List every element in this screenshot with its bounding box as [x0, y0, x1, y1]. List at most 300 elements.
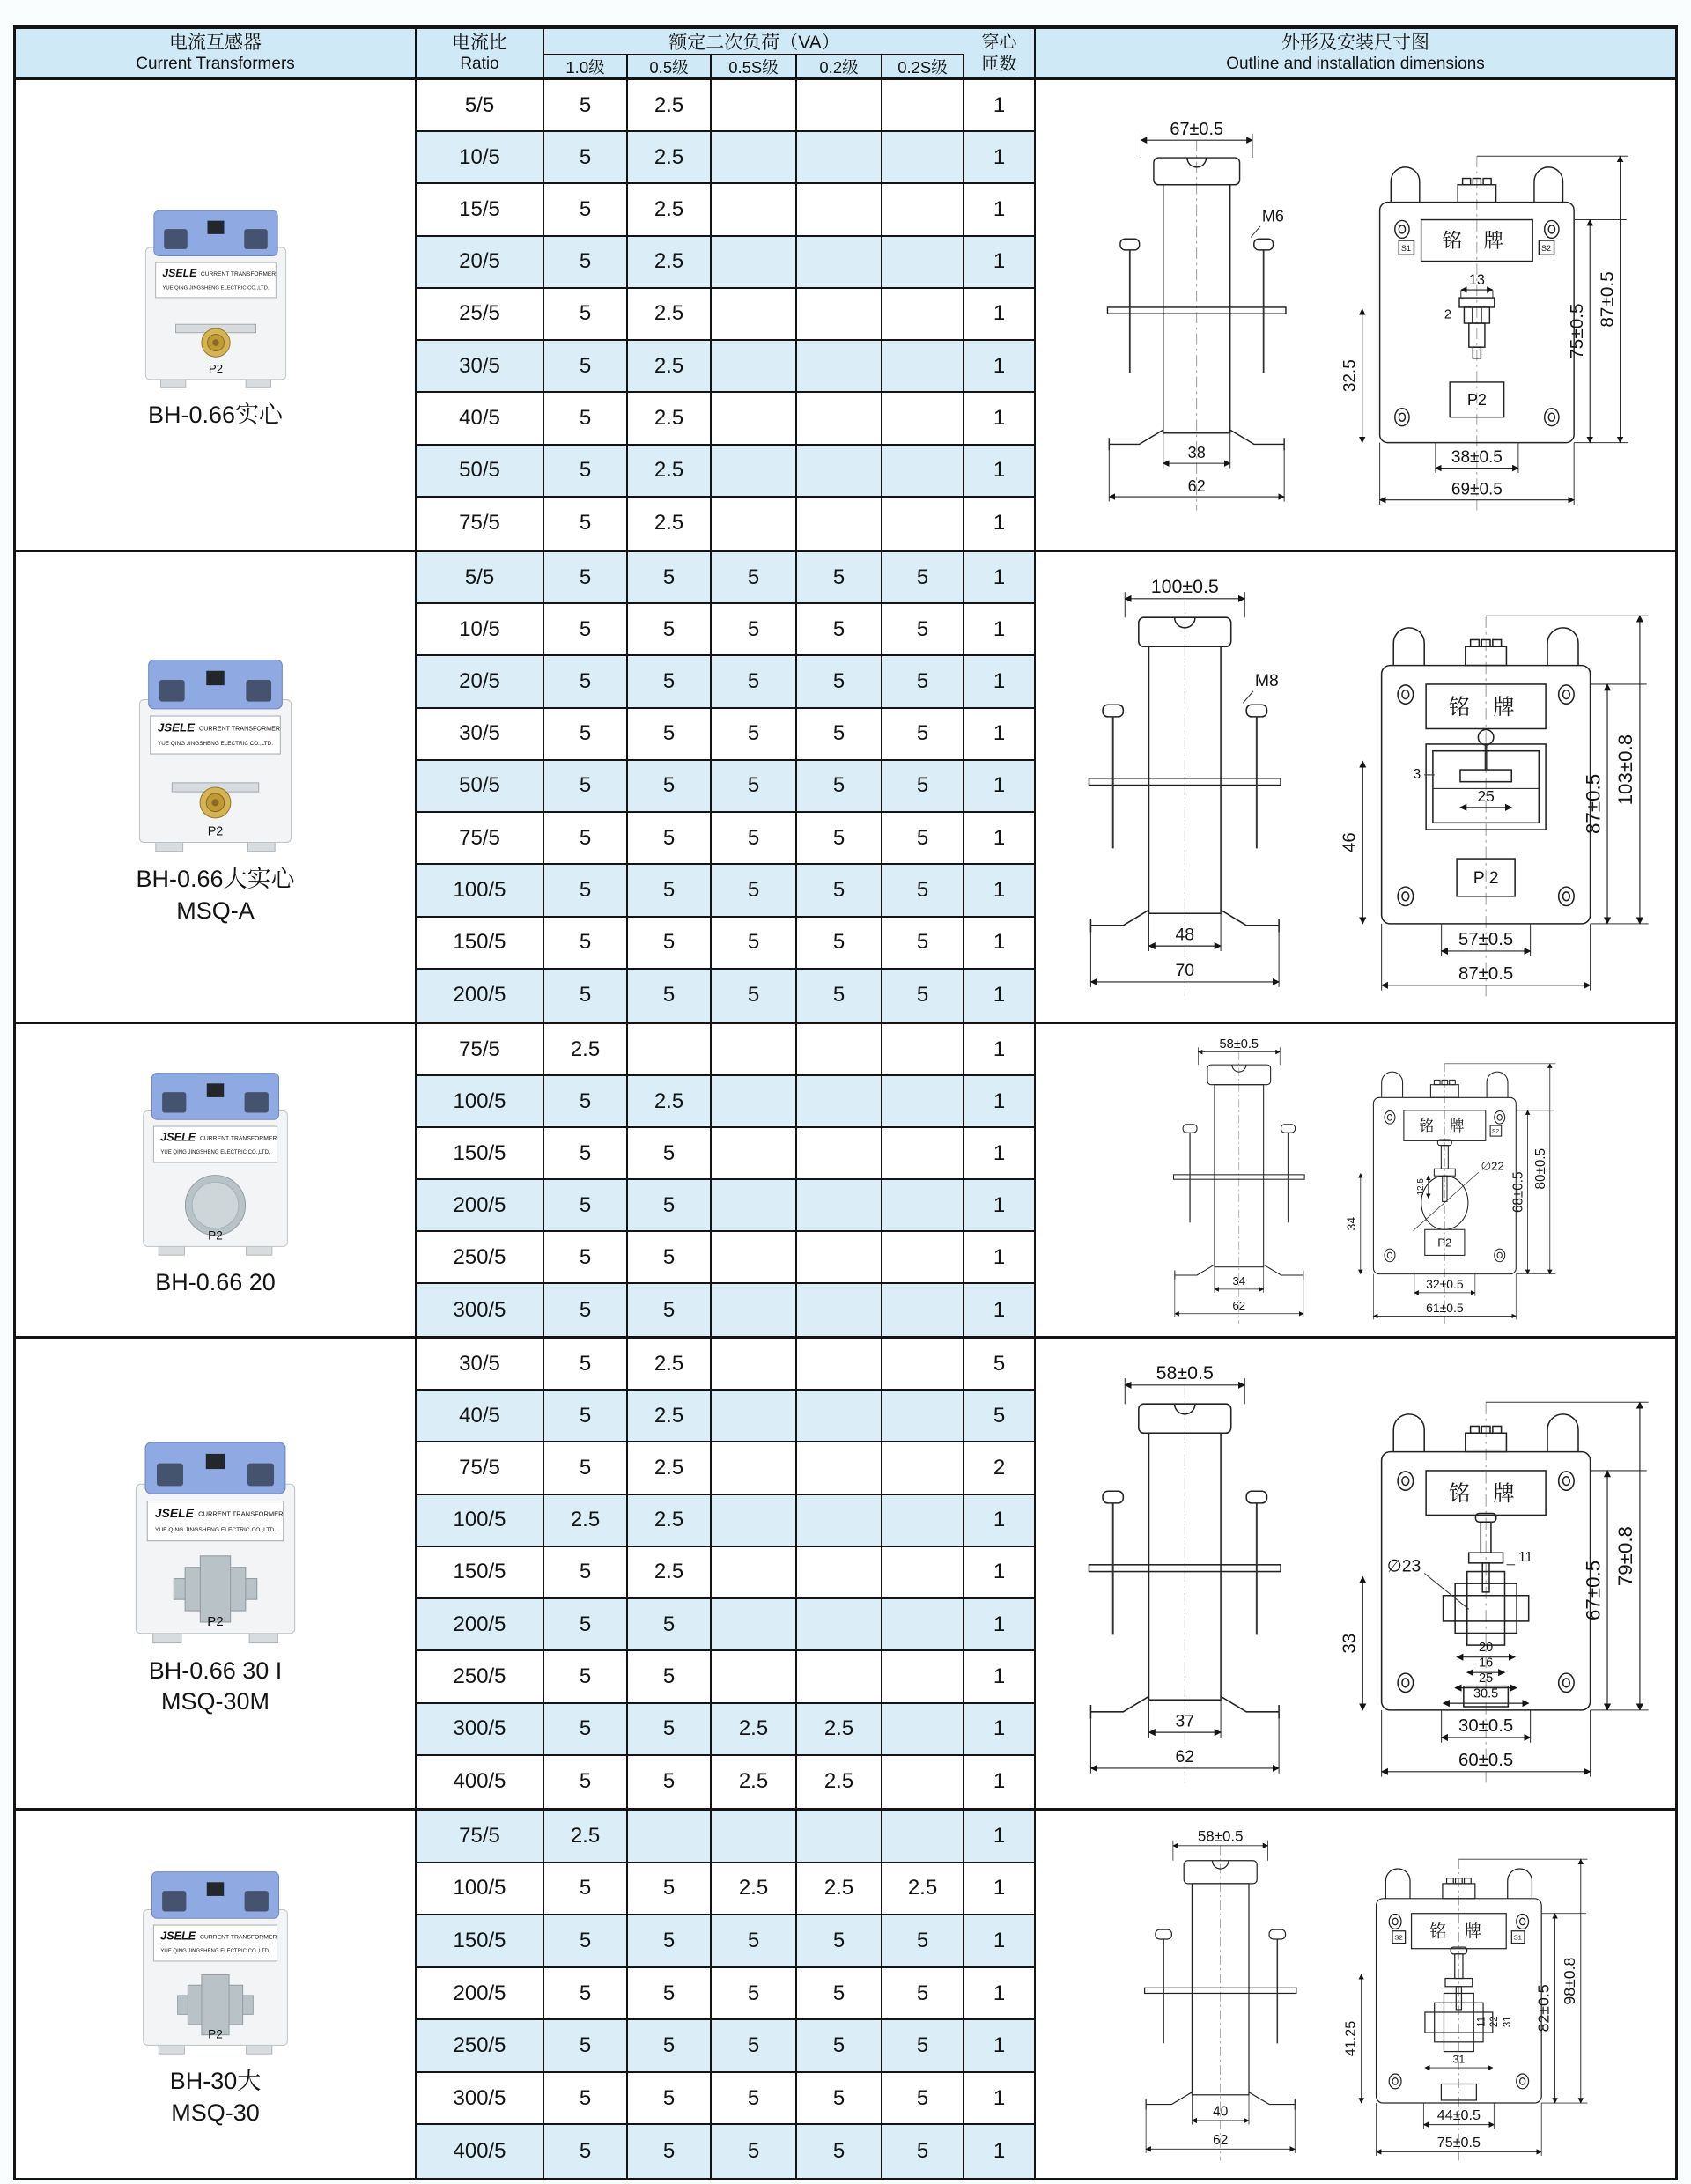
header-product-column [16, 29, 417, 77]
ratio-cell: 75/5 [417, 813, 544, 865]
ratio-cell: 250/5 [417, 1232, 544, 1284]
shaft-width-label: 11 [1517, 1549, 1532, 1565]
dim-label: 32±0.5 [1425, 1276, 1464, 1291]
front-terminal-tooth [1492, 639, 1501, 646]
dimension-diagram [1140, 1029, 1572, 1332]
product-model-line: BH-30大 [169, 2068, 262, 2095]
load-0.2-cell: 5 [797, 813, 882, 865]
dim-label: 68±0.5 [1510, 1170, 1526, 1213]
load-1.0-cell: 5 [544, 1284, 628, 1336]
mount-hole [1398, 887, 1413, 905]
dim-label: 61±0.5 [1425, 1300, 1464, 1315]
load-0.5-cell: 5 [628, 1915, 712, 1968]
ratio-cell: 100/5 [417, 1863, 544, 1916]
product-section [16, 80, 1675, 552]
ratio-cell: 40/5 [417, 1391, 544, 1442]
spec-row [417, 1284, 1036, 1336]
p2-marking: P2 [208, 2028, 223, 2042]
ratio-cell: 150/5 [417, 1915, 544, 1968]
load-0.2S-cell [882, 1756, 964, 1808]
spec-row [417, 552, 1036, 604]
load-0.2S-cell [882, 1284, 964, 1336]
mount-hole [1494, 1249, 1504, 1262]
load-1.0-cell: 5 [544, 1339, 628, 1391]
load-0.5S-cell [712, 1442, 797, 1494]
dimension-diagram [1105, 1819, 1606, 2171]
ratio-cell: 200/5 [417, 1180, 544, 1232]
cap-screw [206, 671, 225, 685]
mount-hole [1392, 1918, 1398, 1925]
cap-notch [245, 1891, 269, 1911]
spec-row [417, 1442, 1036, 1494]
turns-cell: 1 [964, 1756, 1036, 1808]
load-1.0-cell: 5 [544, 1180, 628, 1232]
load-0.2S-cell [882, 1076, 964, 1128]
dim-label: 34 [1343, 1216, 1358, 1230]
turns-cell: 1 [964, 1180, 1036, 1232]
front-bump [1391, 166, 1420, 202]
load-0.2-cell: 2.5 [797, 1756, 882, 1808]
ratio-cell: 10/5 [417, 132, 544, 184]
product-model-label [148, 400, 283, 431]
turns-cell: 1 [964, 1968, 1036, 2021]
mount-hole [1544, 408, 1558, 425]
load-0.5-cell: 5 [628, 2020, 712, 2073]
mount-hole [1398, 1673, 1413, 1692]
front-bump [1547, 1414, 1578, 1452]
brand-logo-text: JSELE [157, 720, 196, 734]
load-0.2-cell: 5 [797, 1968, 882, 2021]
turns-cell: 1 [964, 393, 1036, 445]
load-1.0-cell: 5 [544, 132, 628, 184]
load-0.2-cell [797, 80, 882, 132]
load-1.0-cell: 5 [544, 1599, 628, 1651]
dim-label: 58±0.5 [1197, 1826, 1244, 1844]
load-0.5-cell: 5 [628, 813, 712, 865]
dim-label: 33 [1340, 1633, 1360, 1654]
product-model-line: MSQ-30 [171, 2099, 260, 2126]
load-0.2-cell [797, 393, 882, 445]
ratio-cell: 150/5 [417, 1547, 544, 1599]
turns-cell: 1 [964, 813, 1036, 865]
load-1.0-cell: 5 [544, 552, 628, 604]
turns-cell: 1 [964, 80, 1036, 132]
spec-row [417, 498, 1036, 550]
front-terminal-tooth [1446, 1878, 1453, 1883]
mount-hole [1558, 685, 1573, 704]
dim-label: 87±0.5 [1458, 964, 1513, 985]
load-0.2S-cell [882, 1180, 964, 1232]
mount-hole [1516, 1914, 1528, 1929]
header-load-classes [544, 55, 964, 78]
load-0.5-cell: 2.5 [628, 237, 712, 289]
turns-cell: 1 [964, 1024, 1036, 1076]
drawing-shape [1251, 225, 1260, 237]
ratio-cell: 20/5 [417, 656, 544, 708]
ratio-cell: 200/5 [417, 970, 544, 1022]
dim-label: 103±0.8 [1613, 734, 1636, 806]
turns-cell: 1 [964, 1863, 1036, 1916]
load-0.2-cell: 5 [797, 1915, 882, 1968]
ratio-cell: 75/5 [417, 1024, 544, 1076]
load-1.0-cell: 5 [544, 970, 628, 1022]
cap-notch [157, 1464, 183, 1487]
dim-label: 79±0.8 [1613, 1526, 1636, 1587]
ratio-cell: 250/5 [417, 1651, 544, 1703]
spec-row [417, 761, 1036, 813]
load-0.5S-cell [712, 132, 797, 184]
ratio-cell: 30/5 [417, 709, 544, 761]
turns-cell: 1 [964, 865, 1036, 917]
side-bolt-head [1246, 705, 1266, 717]
dim-label: 87±0.5 [1581, 773, 1604, 834]
turns-cell: 1 [964, 552, 1036, 604]
load-0.5-cell: 2.5 [628, 132, 712, 184]
load-0.5S-cell [712, 1339, 797, 1391]
load-0.5-cell: 5 [628, 865, 712, 917]
product-model-line: BH-0.66实心 [147, 401, 284, 428]
dim-label: 70 [1174, 961, 1194, 981]
side-bolt-head [1155, 1929, 1170, 1939]
dim-label: 37 [1174, 1711, 1194, 1731]
load-0.2S-cell [882, 446, 964, 498]
brand-logo-text: JSELE [160, 1132, 196, 1145]
ratio-cell: 75/5 [417, 1442, 544, 1494]
load-0.5-cell: 5 [628, 1756, 712, 1808]
load-0.2S-cell [882, 1651, 964, 1703]
p2-marking: P2 [207, 824, 224, 839]
ratio-cell: 15/5 [417, 184, 544, 236]
load-0.5-cell: 5 [628, 2073, 712, 2126]
load-0.5S-cell: 5 [712, 1968, 797, 2021]
ratio-cell: 30/5 [417, 1339, 544, 1391]
spec-row [417, 1128, 1036, 1180]
brand-line1-text: CURRENT TRANSFORMER [200, 271, 276, 278]
load-0.2S-cell: 5 [882, 2020, 964, 2073]
load-0.5-cell: 5 [628, 1968, 712, 2021]
cap-notch [159, 680, 185, 702]
load-0.2-cell: 5 [797, 918, 882, 970]
load-0.2S-cell: 5 [882, 2073, 964, 2126]
load-0.5-cell [628, 1024, 712, 1076]
load-0.5-cell: 5 [628, 2125, 712, 2178]
front-terminal-tooth [1434, 1080, 1440, 1084]
load-0.5S-cell: 5 [712, 656, 797, 708]
cap-screw [207, 1084, 224, 1098]
load-0.5S-cell: 2.5 [712, 1756, 797, 1808]
dimension-diagram [1039, 564, 1673, 1009]
dim-label: 38 [1187, 443, 1206, 461]
product-section [16, 1339, 1675, 1811]
hole-diameter-label: ∅22 [1480, 1159, 1504, 1173]
turns-cell: 1 [964, 1704, 1036, 1756]
load-0.5-cell: 2.5 [628, 1076, 712, 1128]
brand-logo-text: JSELE [154, 1505, 194, 1520]
stepped-hole [202, 1975, 229, 2035]
side-bolt-head [1103, 1491, 1123, 1503]
ratio-cell: 5/5 [417, 552, 544, 604]
load-0.5-cell: 2.5 [628, 184, 712, 236]
dim-label: 44±0.5 [1436, 2107, 1481, 2123]
p2-label: P2 [1436, 1235, 1451, 1249]
turns-cell: 1 [964, 184, 1036, 236]
load-0.2-cell [797, 1128, 882, 1180]
dimension-diagram [1039, 1351, 1673, 1796]
mount-hole [1401, 892, 1408, 901]
load-0.2-cell [797, 1599, 882, 1651]
side-bolt-head [1246, 1491, 1266, 1503]
load-1.0-cell: 5 [544, 1128, 628, 1180]
cap-screw [207, 221, 224, 234]
mount-hole [1562, 892, 1569, 901]
step-dim-label: 11 [1476, 2016, 1488, 2027]
cap-notch [162, 1891, 186, 1911]
ratio-cell: 50/5 [417, 761, 544, 813]
load-0.2S-cell [882, 498, 964, 550]
ratio-cell: 100/5 [417, 865, 544, 917]
load-0.5-cell: 5 [628, 1232, 712, 1284]
load-0.2S-cell: 5 [882, 656, 964, 708]
ratio-cell: 5/5 [417, 80, 544, 132]
dimension-diagram [1061, 108, 1650, 522]
brand-line1-text: CURRENT TRANSFORMER [198, 1509, 284, 1518]
load-0.2S-cell [882, 1391, 964, 1442]
load-0.5-cell: 2.5 [628, 1547, 712, 1599]
load-1.0-cell: 5 [544, 446, 628, 498]
dim-label: 41.25 [1342, 2020, 1359, 2056]
load-0.2S-cell: 5 [882, 709, 964, 761]
mount-hole [1558, 1472, 1573, 1490]
load-0.2-cell [797, 132, 882, 184]
terminal-tag-label: S1 [1513, 1933, 1522, 1942]
load-0.5S-cell [712, 1391, 797, 1442]
through-hole [192, 1183, 239, 1229]
spec-rows [417, 1024, 1036, 1336]
load-1.0-cell: 5 [544, 709, 628, 761]
table-header [16, 29, 1675, 80]
load-0.2-cell [797, 1232, 882, 1284]
load-0.5S-cell [712, 1651, 797, 1703]
side-foot [1146, 2092, 1192, 2109]
load-0.5-cell: 2.5 [628, 393, 712, 445]
load-1.0-cell: 5 [544, 237, 628, 289]
load-0.5-cell: 2.5 [628, 289, 712, 341]
load-0.5S-cell [712, 1128, 797, 1180]
dim-label: 67±0.5 [1169, 119, 1223, 139]
load-0.2-cell: 5 [797, 656, 882, 708]
product-photo [121, 1429, 310, 1649]
load-0.2S-cell: 2.5 [882, 1863, 964, 1916]
spec-rows [417, 1811, 1036, 2178]
dim-label: 82±0.5 [1534, 1983, 1553, 2032]
dim-label: 30.5 [1473, 1686, 1498, 1701]
spec-row [417, 2125, 1036, 2178]
load-0.2S-cell [882, 132, 964, 184]
mount-hole [1387, 1114, 1392, 1120]
load-0.2-cell: 5 [797, 709, 882, 761]
load-0.2-cell: 2.5 [797, 1704, 882, 1756]
ratio-cell: 75/5 [417, 498, 544, 550]
ratio-cell: 20/5 [417, 237, 544, 289]
ratio-cell: 75/5 [417, 1811, 544, 1863]
load-0.5S-cell: 5 [712, 2020, 797, 2073]
load-0.5S-cell [712, 341, 797, 393]
turns-cell: 1 [964, 604, 1036, 656]
spec-row [417, 865, 1036, 917]
cap-notch [164, 229, 188, 249]
mount-hole [1399, 413, 1405, 421]
ratio-cell: 40/5 [417, 393, 544, 445]
load-0.5S-cell [712, 1076, 797, 1128]
mount-hole [1558, 887, 1573, 905]
load-0.5-cell: 5 [628, 761, 712, 813]
front-terminal-tooth [1464, 1878, 1471, 1883]
load-1.0-cell: 5 [544, 1863, 628, 1916]
turns-cell: 1 [964, 289, 1036, 341]
dim-label: 20 [1478, 1640, 1493, 1655]
p2-marking: P2 [208, 362, 223, 376]
side-bolt-head [1103, 705, 1123, 717]
side-foot [1221, 1696, 1279, 1718]
spec-row [417, 1915, 1036, 1968]
load-1.0-cell: 5 [544, 1968, 628, 2021]
product-model-line: MSQ-30M [160, 1688, 270, 1715]
load-0.2S-cell [882, 1339, 964, 1391]
brand-line1-text: CURRENT TRANSFORMER [199, 1935, 277, 1942]
load-0.2S-cell: 5 [882, 1915, 964, 1968]
turns-cell: 1 [964, 1128, 1036, 1180]
load-0.2S-cell: 5 [882, 865, 964, 917]
mount-hole [1394, 220, 1408, 238]
dim-label: 12.5 [1415, 1177, 1426, 1195]
side-foot [1221, 910, 1279, 932]
side-bolt-head [1281, 1124, 1295, 1132]
mount-hole [1562, 690, 1569, 699]
mount-hole [1401, 690, 1408, 699]
load-0.5S-cell [712, 1811, 797, 1863]
plate-thickness-label: 2 [1444, 307, 1451, 322]
load-0.5S-cell: 5 [712, 604, 797, 656]
product-cell [16, 1339, 417, 1808]
load-0.5S-cell: 5 [712, 2125, 797, 2178]
load-0.2S-cell: 5 [882, 761, 964, 813]
drawing-shape [1243, 691, 1253, 704]
spec-row [417, 604, 1036, 656]
spec-row [417, 1756, 1036, 1808]
load-0.5-cell: 5 [628, 1128, 712, 1180]
header-class-0.2: 0.2级 [797, 55, 882, 78]
turns-cell: 1 [964, 709, 1036, 761]
load-0.2-cell [797, 1284, 882, 1336]
cap-notch [244, 229, 268, 249]
ratio-cell: 400/5 [417, 1756, 544, 1808]
side-foot [1263, 1265, 1303, 1280]
side-bolt-head [1253, 239, 1273, 250]
load-0.5-cell: 5 [628, 970, 712, 1022]
brand-line2-text: YUE QING JINGSHENG ELECTRIC CO.,LTD. [161, 285, 270, 291]
dim-label: 25 [1476, 787, 1495, 806]
outline-diagram-cell [1036, 1339, 1675, 1808]
load-0.2S-cell [882, 1128, 964, 1180]
load-0.5S-cell [712, 184, 797, 236]
front-bump [1533, 166, 1562, 202]
brand-line2-text: YUE QING JINGSHENG ELECTRIC CO.,LTD. [157, 741, 274, 748]
load-1.0-cell: 5 [544, 1232, 628, 1284]
header-product-en: Current Transformers [136, 55, 295, 74]
load-0.2S-cell [882, 1495, 964, 1547]
mount-hole [1562, 1477, 1569, 1486]
load-1.0-cell: 5 [544, 2020, 628, 2073]
load-1.0-cell: 2.5 [544, 1811, 628, 1863]
load-0.2-cell: 5 [797, 865, 882, 917]
mount-hole [1401, 1679, 1408, 1687]
load-0.5S-cell: 2.5 [712, 1704, 797, 1756]
load-0.5S-cell: 5 [712, 918, 797, 970]
front-bump [1393, 628, 1424, 666]
product-photo [129, 1061, 301, 1260]
load-0.5S-cell: 5 [712, 552, 797, 604]
header-product-zh: 电流互感器 [169, 32, 262, 53]
side-foot [1090, 1696, 1148, 1718]
spec-rows [417, 1339, 1036, 1808]
cap-notch [246, 680, 271, 702]
load-0.2-cell [797, 446, 882, 498]
dim-label: 25 [1478, 1671, 1493, 1686]
dim-label: 62 [1174, 1747, 1194, 1767]
dim-label: 98±0.8 [1560, 1957, 1578, 2005]
load-0.5-cell: 5 [628, 918, 712, 970]
spec-row [417, 970, 1036, 1022]
turns-cell: 1 [964, 498, 1036, 550]
spec-row [417, 2020, 1036, 2073]
load-0.5-cell: 2.5 [628, 1442, 712, 1494]
product-model-line: BH-0.66大实心 [136, 866, 295, 893]
load-0.5S-cell: 5 [712, 1915, 797, 1968]
mount-hole [1548, 225, 1554, 232]
load-0.2S-cell: 5 [882, 918, 964, 970]
header-load-title: 额定二次负荷（VA） [544, 29, 964, 55]
front-terminal-tooth [1470, 1426, 1479, 1433]
load-0.2S-cell [882, 1232, 964, 1284]
load-0.2-cell: 5 [797, 552, 882, 604]
side-foot [1249, 2092, 1295, 2109]
load-0.2-cell: 5 [797, 2125, 882, 2178]
dim-label: 69±0.5 [1451, 479, 1503, 498]
turns-cell: 5 [964, 1339, 1036, 1391]
load-0.2-cell [797, 341, 882, 393]
load-0.2S-cell [882, 1442, 964, 1494]
nameplate-label: 铭 牌 [1429, 1922, 1488, 1942]
turns-cell: 1 [964, 1232, 1036, 1284]
dim-label: 40 [1212, 2104, 1228, 2120]
load-0.5-cell: 5 [628, 1180, 712, 1232]
load-0.2-cell [797, 1495, 882, 1547]
terminal-tag-label: S1 [1400, 243, 1411, 253]
header-outline-column [1036, 29, 1675, 77]
load-0.2S-cell: 5 [882, 552, 964, 604]
spec-row [417, 1863, 1036, 1916]
load-0.2-cell: 5 [797, 970, 882, 1022]
spec-row [417, 1599, 1036, 1651]
load-1.0-cell: 5 [544, 184, 628, 236]
p2-label: P 2 [1473, 868, 1499, 889]
load-0.5-cell: 5 [628, 604, 712, 656]
step-dim-label: 31 [1502, 2015, 1513, 2027]
load-0.2S-cell [882, 289, 964, 341]
spec-row [417, 341, 1036, 393]
stepped-hole [200, 1556, 230, 1622]
turns-cell: 1 [964, 761, 1036, 813]
